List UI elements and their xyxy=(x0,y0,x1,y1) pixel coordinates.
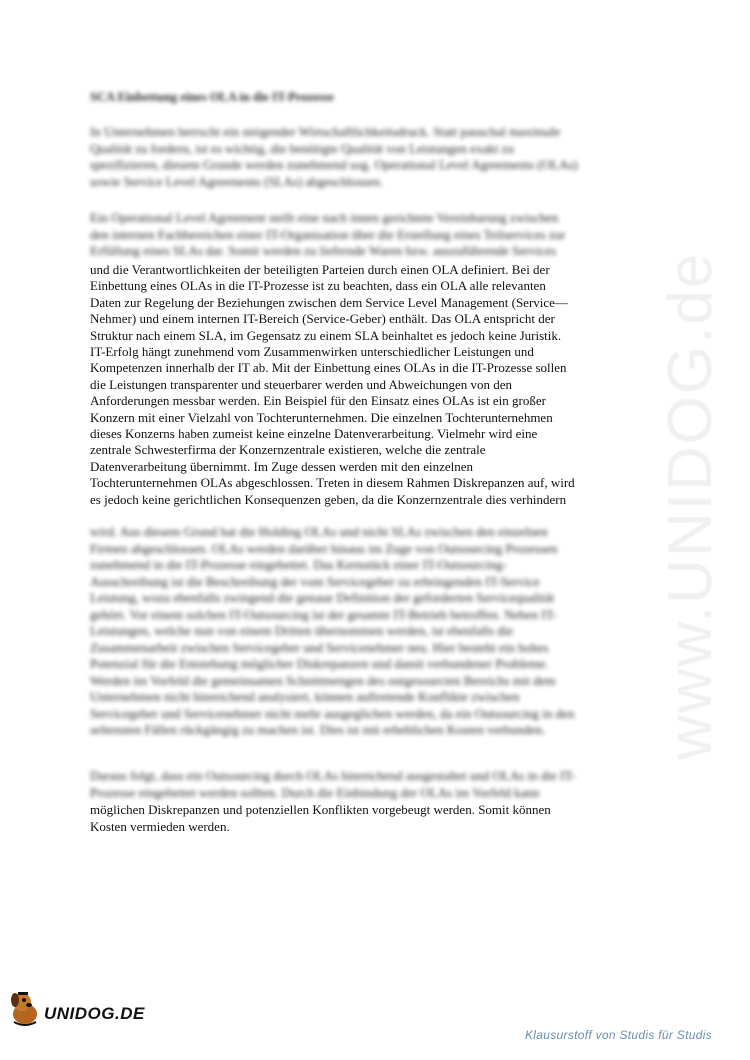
text-line: die Leistungen transparenter und steuerbarer werden und Abweichungen von den xyxy=(90,376,512,392)
text-line: Daten zur Regelung der Beziehungen zwischen dem Service Level Management (Service— xyxy=(90,294,568,310)
text-line: Leistungen, welche nun von einem Dritten übernommen werden, ist ebenfalls die xyxy=(90,623,514,638)
paragraph-3-clear xyxy=(90,802,665,835)
text-line: Daraus folgt, dass ein Outsourcing durch OLAs hinreichend ausgestaltet und OLAs in die IT- xyxy=(90,768,576,783)
unidog-logo[interactable] xyxy=(8,990,145,1026)
paragraph-2-clear xyxy=(90,262,665,508)
text-line: Firmen abgeschlossen. OLAs werden darüber hinaus im Zuge von Outsourcing Prozessen xyxy=(90,540,558,556)
text-line: IT-Erfolg hängt zunehmend vom Zusammenwirken unterschiedlicher Leistungen und xyxy=(90,344,534,360)
text-line: Unternehmen nicht hinreichend analysiert, können auftretende Konflikte zwischen xyxy=(90,689,520,704)
paragraph-1 xyxy=(90,124,665,190)
text-line: Ein Operational Level Agreement stellt eine nach innen gerichtete Vereinbarung zwischen xyxy=(90,210,559,225)
text-line: spezifizieren, diesem Grunde werden zunehmend sog. Operational Level Agreements (OLAs) xyxy=(90,157,578,172)
paragraph-2-blurred-bottom xyxy=(90,524,665,739)
text-line: Ausschreibung ist die Beschreibung der vom Servicegeber zu erbringenden IT-Service xyxy=(90,573,540,589)
dog-mascot-icon xyxy=(8,990,42,1026)
text-line: zunehmend in die IT-Prozesse eingebettet. Das Kernstück einer IT-Outsourcing- xyxy=(90,557,507,572)
text-line: Kosten vermieden werden. xyxy=(90,818,230,834)
paragraph-2-blurred-top xyxy=(90,210,665,260)
text-line: Anforderungen messbar werden. Ein Beispiel für den Einsatz eines OLAs ist ein großer xyxy=(90,393,546,409)
text-line: es jedoch keine gerichtlichen Konsequenzen geben, da die Konzernzentrale dies verhindern xyxy=(90,491,567,507)
text-line: Kompetenzen innerhalb der IT ab. Mit der Einbettung eines OLAs in die IT-Prozesse sollen xyxy=(90,360,567,376)
text-line: Zusammenarbeit zwischen Servicegeber und Servicenehmer neu. Hier besteht ein hohes xyxy=(90,639,549,655)
watermark: www.UNIDOG.de xyxy=(656,251,725,760)
text-line: Konzern mit einer Vielzahl von Tochterunternehmen. Die einzelnen Tochterunternehmen xyxy=(90,409,553,425)
text-line: Werden im Vorfeld die gemeinsamen Schnittmengen des outgesourcten Bereichs mit dem xyxy=(90,672,556,688)
text-line: sowie Service Level Agreements (SLAs) abgeschlossen. xyxy=(90,173,384,189)
logo-text: UNIDOG.DE xyxy=(44,1004,145,1023)
text-line: Potenzial für die Entstehung möglicher Diskrepanzen und damit verbundener Probleme. xyxy=(90,656,549,671)
text-line: Servicegeber und Servicenehmer nicht mehr ausgeglichen werden, da ein Outsourcing in den xyxy=(90,705,575,721)
text-line: zentrale Schwesterfirma der Konzernzentrale existieren, welche die zentrale xyxy=(90,442,486,458)
text-line: seltensten Fällen rückgängig zu machen ist. Dies ist mit erheblichen Kosten verbunden. xyxy=(90,722,546,737)
text-line: und die Verantwortlichkeiten der beteiligten Parteien durch einen OLA definiert. Bei der xyxy=(90,262,550,277)
text-line: dieses Konzerns haben zumeist keine einzelne Datenverarbeitung. Vielmehr wird eine xyxy=(90,426,538,442)
text-line: Datenverarbeitung übernimmt. Im Zuge dessen werden mit den einzelnen xyxy=(90,458,474,474)
text-line: möglichen Diskrepanzen und potenziellen Konflikten vorgebeugt werden. Somit können xyxy=(90,802,551,817)
text-line: Qualität zu fordern, ist es wichtig, die benötigte Qualität von Leistungen exakt zu xyxy=(90,140,514,156)
text-line: den internen Fachbereichen einer IT-Organisation über die Erstellung eines Teilservices zur xyxy=(90,226,566,242)
document-heading: SCA Einbettung eines OLA in die IT-Prozesse xyxy=(90,90,334,104)
paragraph-3-blurred xyxy=(90,768,665,801)
text-line: Einbettung eines OLAs in die IT-Prozesse ist zu beachten, dass ein OLA alle relevanten xyxy=(90,278,546,294)
text-line: In Unternehmen herrscht ein steigender Wirtschaftlichkeitsdruck. Statt pauschal maximale xyxy=(90,124,561,139)
text-line: Erfüllung eines SLAs dar. Somit werden zu liefernde Waren bzw. auszuführende Services xyxy=(90,243,557,258)
text-line: Tochterunternehmen OLAs abgeschlossen. Treten in diesem Rahmen Diskrepanzen auf, wird xyxy=(90,475,575,491)
text-line: gehört. Vor einem solchen IT-Outsourcing ist der gesamte IT-Betrieb betroffen. Neben IT- xyxy=(90,606,557,622)
text-line: wird. Aus diesem Grund hat die Holding OLAs und nicht SLAs zwischen den einzelnen xyxy=(90,524,548,539)
text-line: Leistung, wozu ebenfalls zwingend die genaue Definition der geforderten Servicequalität xyxy=(90,590,555,605)
text-line: Prozesse eingebettet werden sollten. Durch die Einbindung der OLAs im Vorfeld kann xyxy=(90,784,540,800)
text-line: Struktur nach einem SLA, im Gegensatz zu einem SLA beinhaltet es jedoch keine Juristik. xyxy=(90,327,562,343)
text-line: Nehmer) und einem internen IT-Bereich (Service-Geber) enthält. Das OLA entspricht der xyxy=(90,311,555,327)
footer-slogan: Klausurstoff von Studis für Studis xyxy=(525,1028,712,1042)
